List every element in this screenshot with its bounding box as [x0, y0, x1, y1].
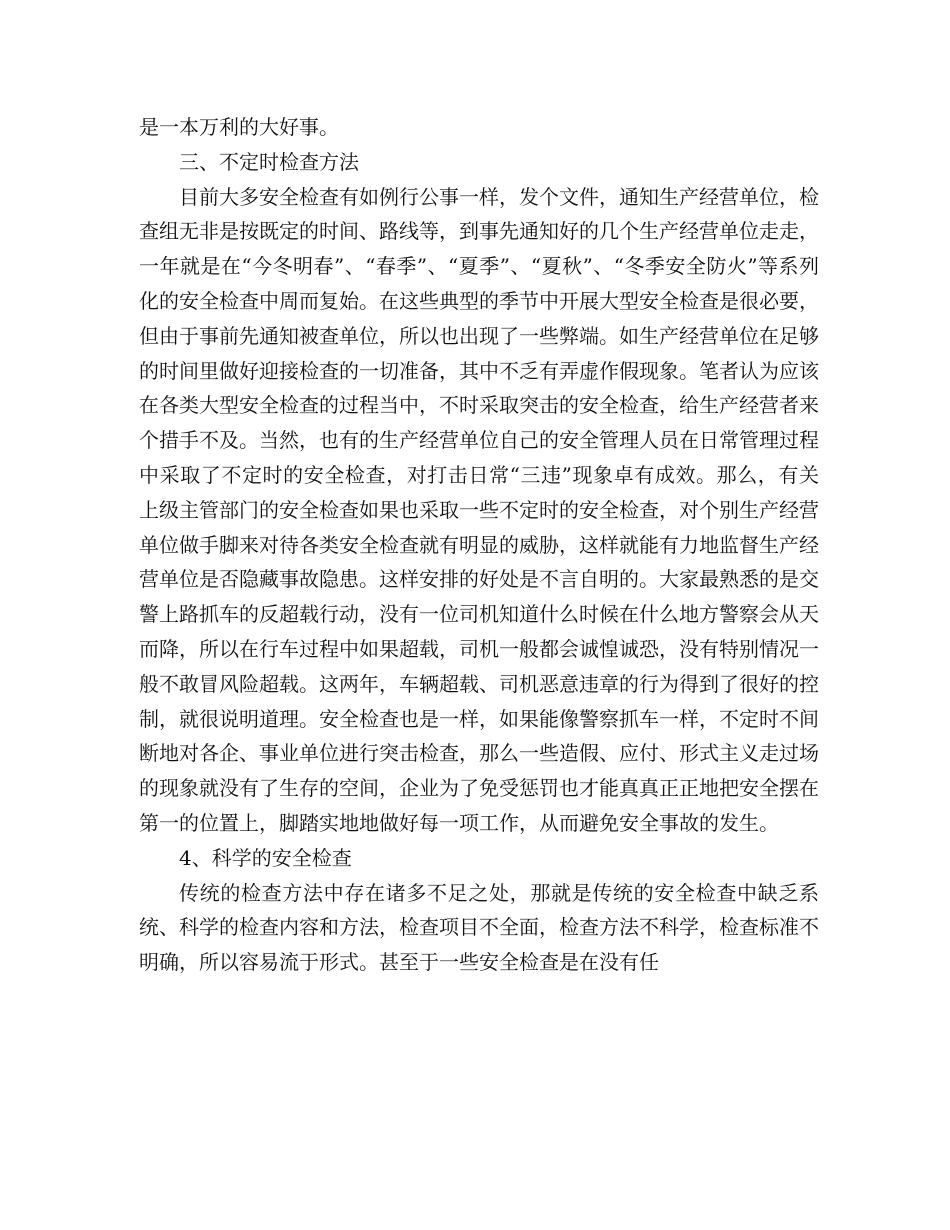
- paragraph-continuation: 是一本万利的大好事。: [139, 115, 339, 139]
- document-page: [139, 110, 819, 980]
- section-heading-4: 4、科学的安全检查: [179, 845, 352, 870]
- paragraph-body: 目前大多安全检查有如例行公事一样，发个文件，通知生产经营单位，检查组无非是按既定的时间、路线等，到事先通知好的几个生产经营单位走走，一年就是在“今冬明春”、“春季”、“夏季”、“夏秋”、“冬季安全防火”等系列化的安全检查中周而复始。在这些典型的季节中开展大型安全检查是很必要，但由于事前先通知被查单位，所以也出现了一些弊端。如生产经营单位在足够的时间里做好迎接检查的一切准备，其中不乏有弄虚作假现象。笔者认为应该在各类大型安全检查的过程当中，不时采取突击的安全检查，给生产经营者来个措手不及。当然，也有的生产经营单位自己的安全管理人员在日常管理过程中采取了不定时的安全检查，对打击日常“三违”现象卓有成效。那么，有关上级主管部门的安全检查如果也采取一些不定时的安全检查，对个别生产经营单位做手脚来对待各类安全检查就有明显的威胁，这样就能有力地监督生产经营单位是否隐藏事故隐患。这样安排的好处是不言自明的。大家最熟悉的是交警上路抓车的反超载行动，没有一位司机知道什么时候在什么地方警察会从天而降，所以在行车过程中如果超载，司机一般都会诚惶诚恐，没有特别情况一般不敢冒风险超载。这两年，车辆超载、司机恶意违章的行为得到了很好的控制，就很说明道理。安全检查也是一样，如果能像警察抓车一样，不定时不间断地对各企、事业单位进行突击检查，那么一些造假、应付、形式主义走过场的现象就没有了生存的空间，企业为了免受惩罚也才能真真正正地把安全摆在第一的位置上，脚踏实地地做好每一项工作，从而避免安全事故的发生。: [139, 184, 819, 835]
- paragraph-body: 传统的检查方法中存在诸多不足之处，那就是传统的安全检查中缺乏系统、科学的检查内容和方法，检查项目不全面，检查方法不科学，检查标准不明确，所以容易流于形式。甚至于一些安全检查是在没有任: [139, 880, 819, 975]
- section-heading-3: 三、不定时检查方法: [179, 149, 359, 174]
